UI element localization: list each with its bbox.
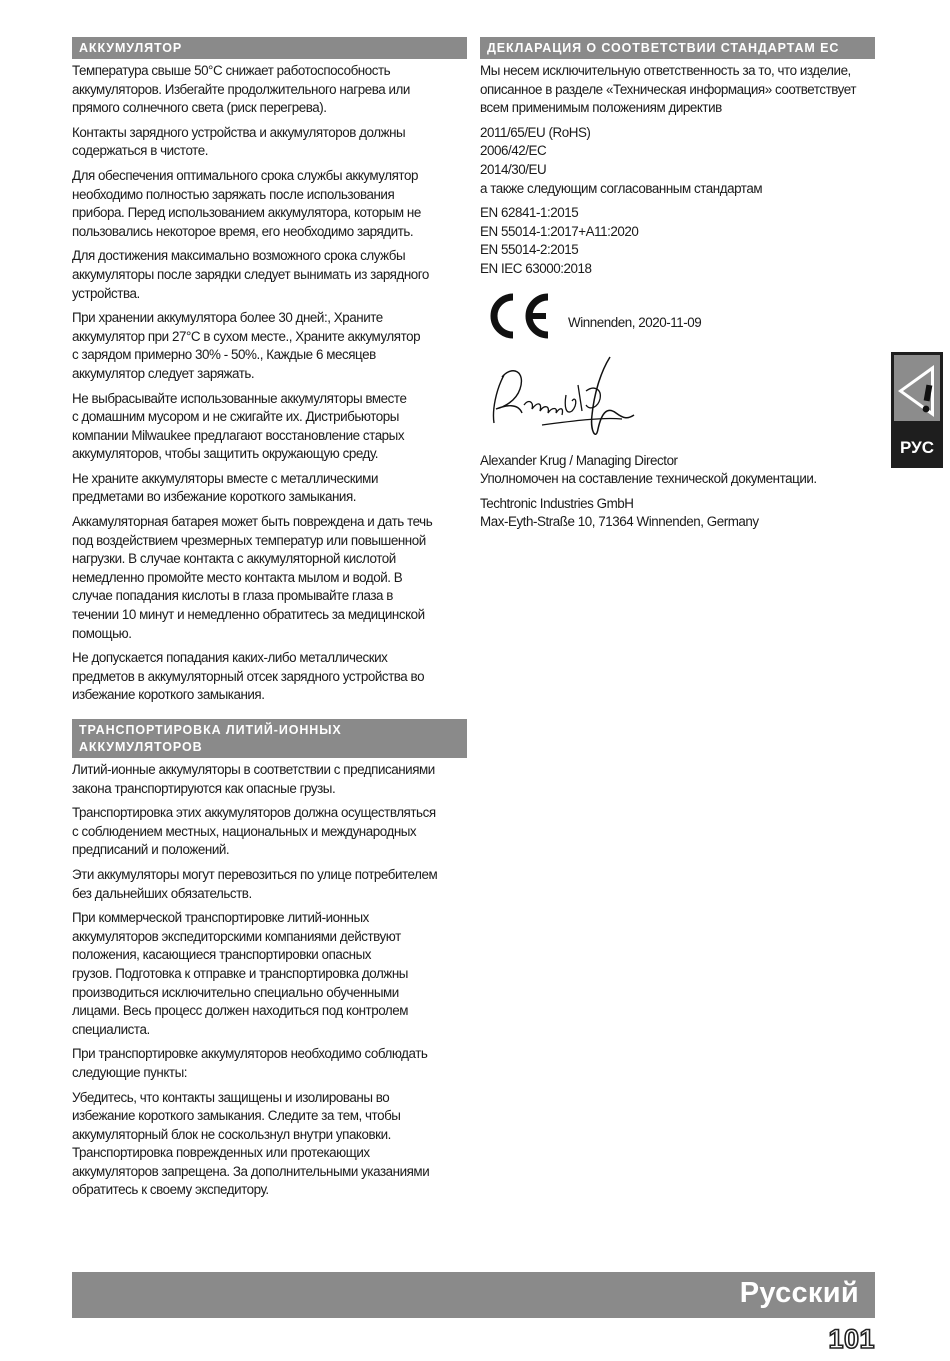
battery-paragraph: Аккамуляторная батарея может быть повреждена и дать течь под воздействием чрезмерных температур или повышенной нагрузки. В случае контакта с аккумуляторной кислотой немедленно промойте место контакта мылом и водой. В случае попадания кислоты в глаза промывайте глаза в течении 10 минут и немедленно обратитесь за медицинской помощью. bbox=[72, 514, 433, 641]
directives-list: 2011/65/EU (RoHS) 2006/42/EC 2014/30/EU а также следующим согласованным стандартам bbox=[480, 124, 763, 196]
transport-paragraph: Эти аккумуляторы могут перевозиться по улице потребителем без дальнейших обязательств. bbox=[72, 866, 438, 901]
battery-paragraph: При хранении аккумулятора более 30 дней:, Храните аккумулятор при 27°C в сухом месте., Храните аккумулятор с зарядом примерно 30% - 50%., Каждые 6 месяцев аккумулятор следует заряжать. bbox=[72, 310, 421, 381]
battery-section-heading: АККУМУЛЯТОР bbox=[72, 37, 467, 59]
battery-paragraph: Контакты зарядного устройства и аккумуляторов должны содержаться в чистоте. bbox=[72, 124, 406, 159]
battery-paragraph: Не выбрасывайте использованные аккумуляторы вместе с домашним мусором и не сжигайте их. Дистрибьюторы компании Milwaukee предлагают восстановление старых аккумуляторов, чтобы защитить окружающую среду. bbox=[72, 390, 407, 462]
battery-paragraph: Не храните аккумуляторы вместе с металлическими предметами во избежание короткого замыкания. bbox=[72, 470, 378, 505]
page-number: 101 bbox=[828, 1324, 875, 1354]
ce-mark-row bbox=[480, 291, 875, 351]
right-column bbox=[480, 37, 875, 532]
battery-paragraph: Для достижения максимально возможного срока службы аккумуляторы после зарядки следует вынимать из зарядного устройства. bbox=[72, 248, 429, 301]
transport-paragraph: Убедитесь, что контакты защищены и изолированы во избежание короткого замыкания. Следите за тем, чтобы аккумуляторный блок не соскользнул внутри упаковки. Транспортировка поврежденных или протекающих аккумуляторов запрещена. За дополнительными указаниями обратитесь к своему экспедитору. bbox=[72, 1089, 430, 1198]
standards-list: EN 62841-1:2015 EN 55014-1:2017+A11:2020 EN 55014-2:2015 EN IEC 63000:2018 bbox=[480, 205, 639, 276]
battery-paragraph: Для обеспечения оптимального срока службы аккумулятор необходимо полностью заряжать после использования прибора. Перед использованием аккумулятора, которым не пользовались некоторое время, его необходимо зарядить. bbox=[72, 167, 421, 239]
battery-paragraph: Не допускается попадания каких-либо металлических предметов в аккумуляторный отсек зарядного устройства во избежание короткого замыкания. bbox=[72, 650, 425, 703]
declaration-intro: Мы несем исключительную ответственность за то, что изделие, описанное в разделе «Техническая информация» соответствует всем применимым положениям директив bbox=[480, 63, 856, 116]
ce-mark-logo bbox=[484, 291, 552, 341]
section-spacer bbox=[72, 705, 467, 719]
company-address: Techtronic Industries GmbH Max-Eyth-Straße 10, 71364 Winnenden, Germany bbox=[480, 495, 759, 530]
language-code: РУС bbox=[900, 438, 934, 457]
left-column bbox=[72, 37, 467, 1200]
place-date: Winnenden, 2020-11-09 bbox=[568, 314, 702, 330]
signatory-info: Alexander Krug / Managing Director Уполномочен на составление технической документации. bbox=[480, 452, 817, 487]
warning-exclamation-icon bbox=[894, 355, 940, 421]
warning-panel bbox=[894, 355, 940, 421]
transport-section-heading: ТРАНСПОРТИРОВКА ЛИТИЙ-ИОННЫХ АККУМУЛЯТОРОВ bbox=[72, 719, 467, 758]
transport-paragraph: При коммерческой транспортировке литий-ионных аккумуляторов экспедиторскими компаниями действуют положения, касающиеся транспортировки опасных грузов. Подготовка к отправке и транспортировка должны производиться исключительно специально обученными лицами. Весь процесс должен находиться под контролем специалиста. bbox=[72, 910, 409, 1037]
declaration-section-heading: ДЕКЛАРАЦИЯ О СООТВЕТСТВИИ СТАНДАРТАМ ЕС bbox=[480, 37, 875, 59]
language-side-tab bbox=[891, 352, 943, 468]
footer-language-label: Русский bbox=[739, 1277, 859, 1309]
transport-paragraph: Литий-ионные аккумуляторы в соответствии с предписаниями закона транспортируются как опасные грузы. bbox=[72, 762, 435, 796]
transport-paragraph: При транспортировке аккумуляторов необходимо соблюдать следующие пункты: bbox=[72, 1046, 428, 1080]
transport-paragraph: Транспортировка этих аккумуляторов должна осуществляться с соблюдением местных, национальных и международных предписаний и положений. bbox=[72, 805, 436, 858]
footer-language-bar bbox=[72, 1272, 875, 1318]
signature-image bbox=[482, 355, 652, 445]
battery-paragraph: Температура свыше 50°C снижает работоспособность аккумуляторов. Избегайте продолжительного нагрева или прямого солнечного света (риск перегрева). bbox=[72, 63, 410, 116]
